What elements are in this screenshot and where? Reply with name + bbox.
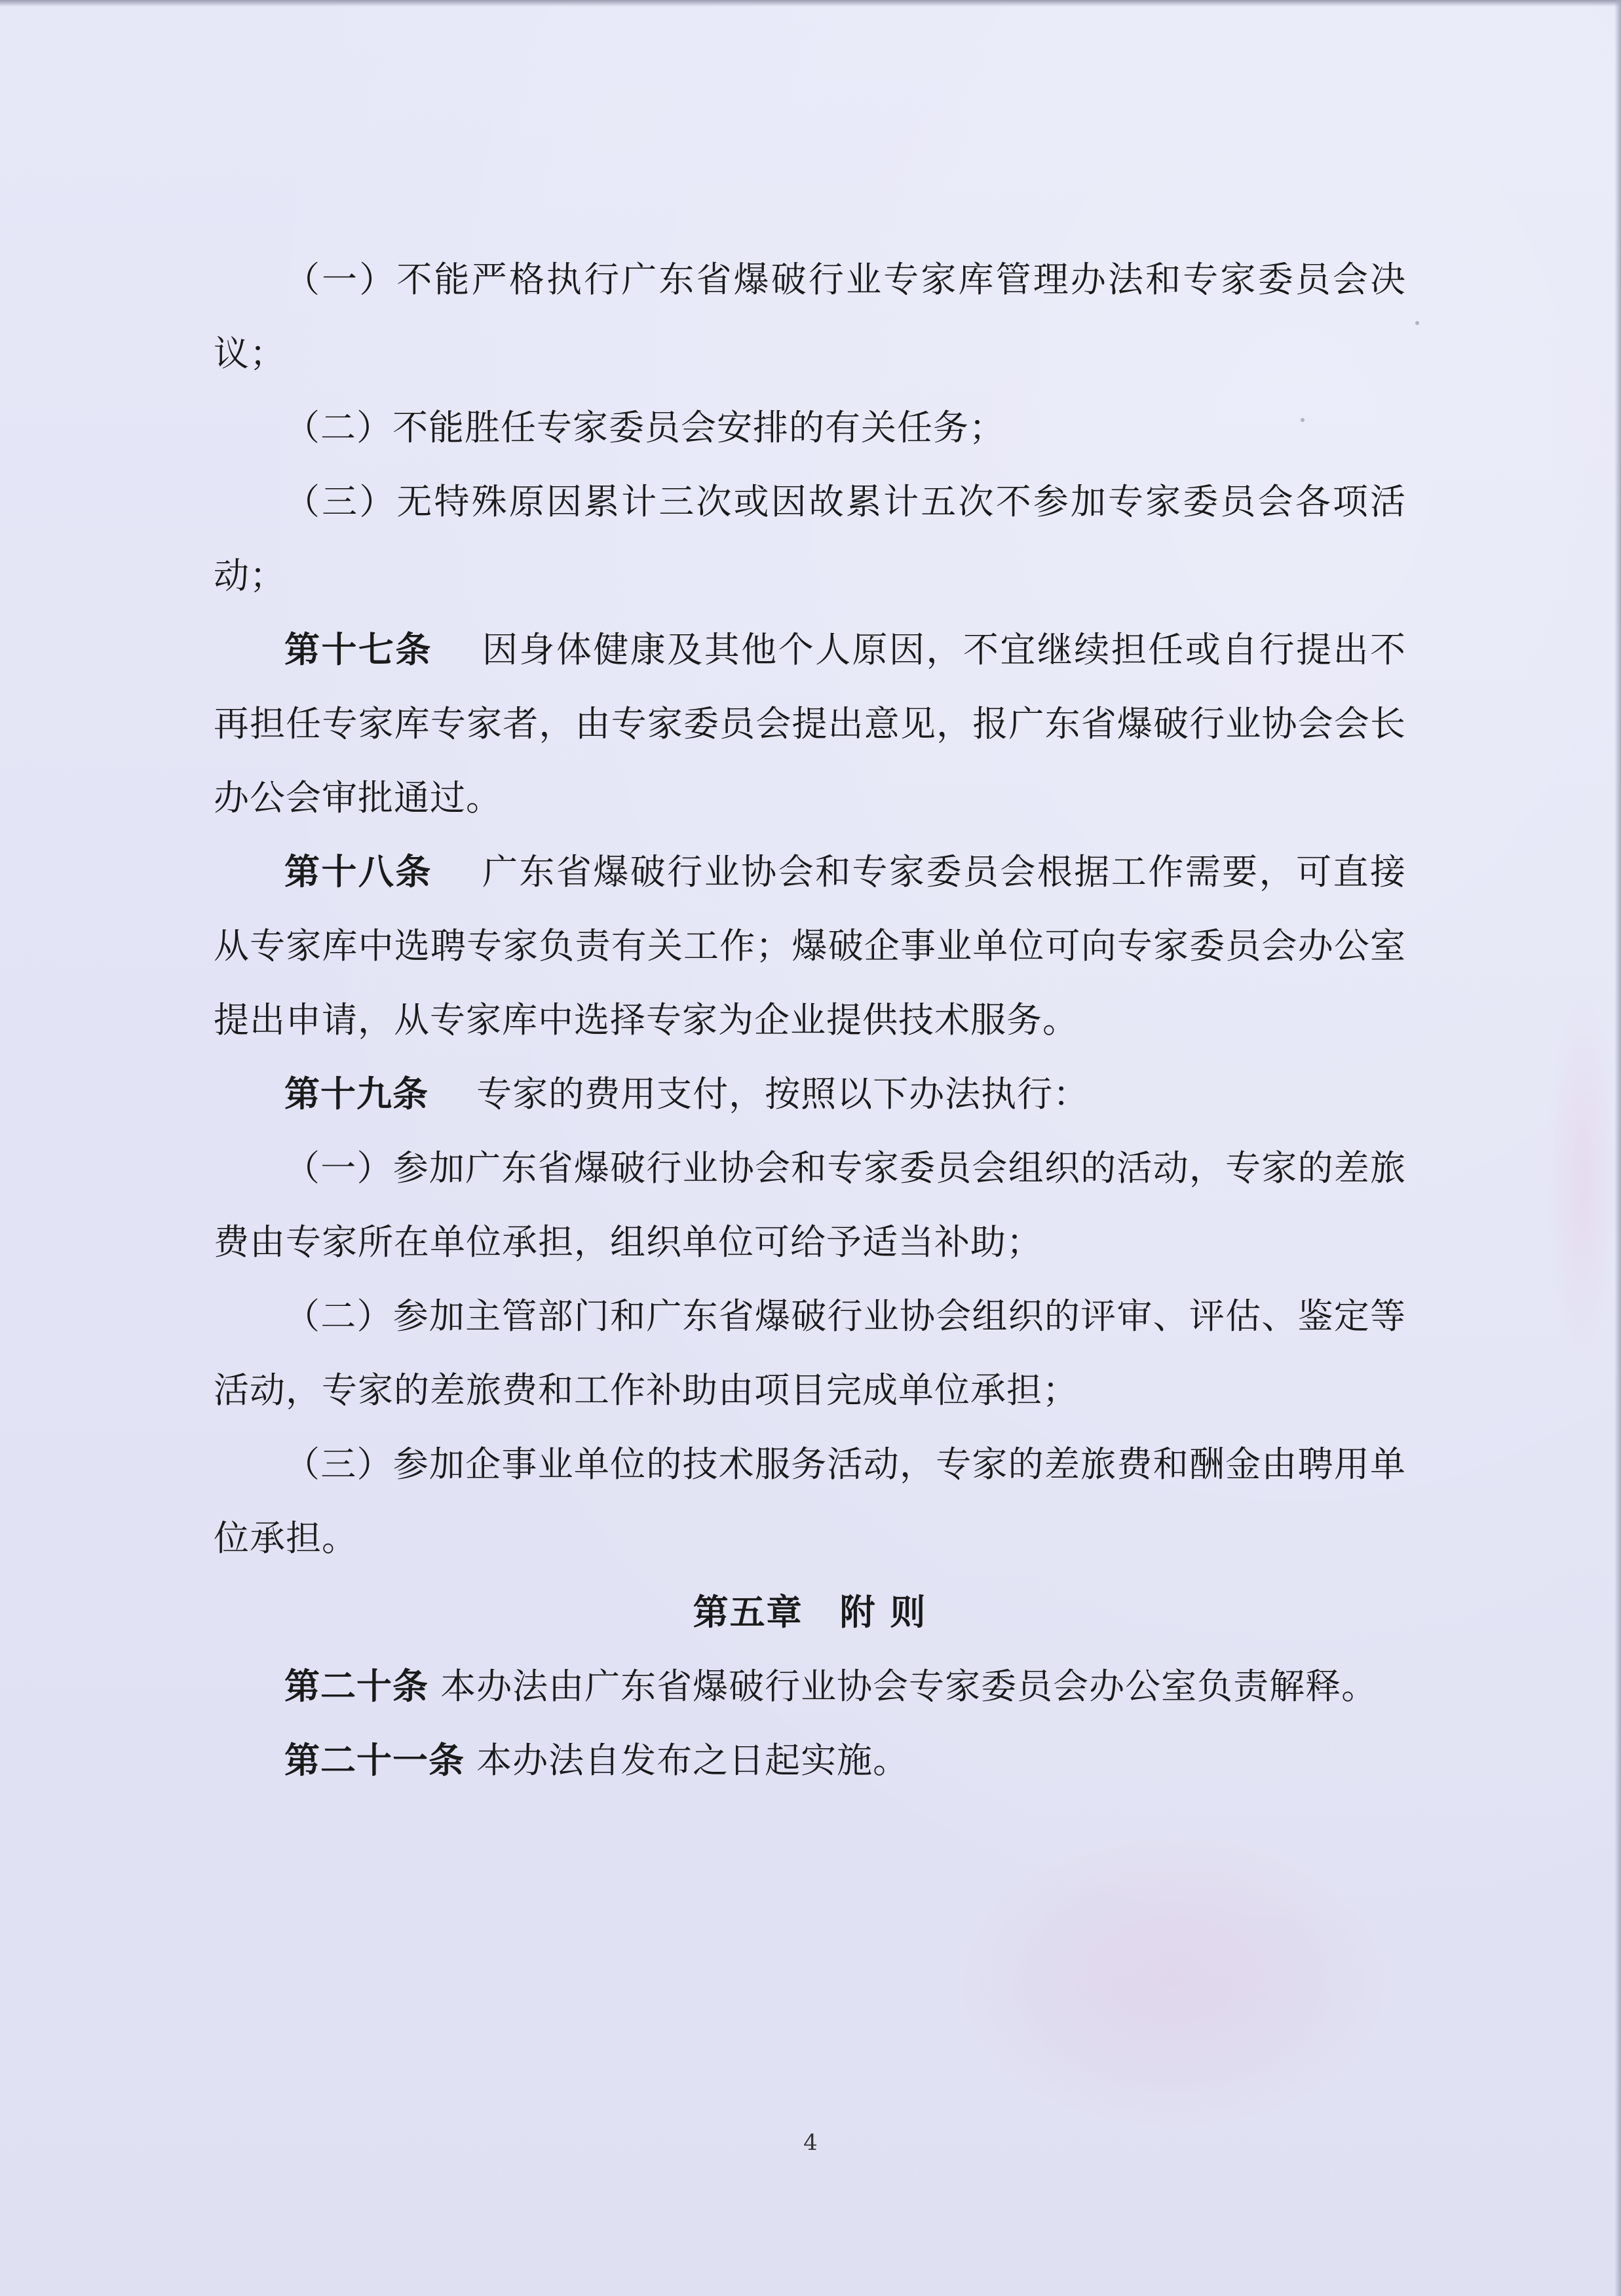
item-text: （一）不能严格执行广东省爆破行业专家库管理办法和专家委员会决议； — [214, 259, 1406, 374]
faded-seal-trace — [944, 1822, 1402, 2136]
item-text: （二）参加主管部门和广东省爆破行业协会组织的评审、评估、鉴定等活动，专家的差旅费和工作补助由项目完成单位承担； — [214, 1295, 1406, 1411]
article-text: 广东省爆破行业协会和专家委员会根据工作需要，可直接从专家库中选聘专家负责有关工作；爆破企事业单位可向专家委员会办公室提出申请，从专家库中选择专家为企业提供技术服务。 — [214, 851, 1406, 1041]
faded-seal-trace-margin — [1546, 983, 1618, 1376]
article-heading: 第十九条 — [284, 1073, 429, 1115]
article-20 — [214, 1649, 1406, 1723]
article-heading: 第十七条 — [284, 628, 432, 670]
scan-speck — [1415, 321, 1419, 325]
item-3-absent — [214, 465, 1406, 613]
article-text: 专家的费用支付，按照以下办法执行： — [476, 1073, 1090, 1115]
item-2-incompetent — [214, 391, 1406, 465]
article-19-item-1 — [214, 1131, 1406, 1279]
item-text: （二）不能胜任专家委员会安排的有关任务； — [284, 407, 1005, 448]
article-19 — [214, 1057, 1406, 1131]
item-text: （一）参加广东省爆破行业协会和专家委员会组织的活动，专家的差旅费由专家所在单位承担，组织单位可给予适当补助； — [214, 1147, 1406, 1263]
article-text: 本办法自发布之日起实施。 — [476, 1740, 909, 1781]
item-text: （三）参加企事业单位的技术服务活动，专家的差旅费和酬金由聘用单位承担。 — [214, 1444, 1406, 1559]
item-1-not-comply — [214, 242, 1406, 391]
article-text: 因身体健康及其他个人原因，不宜继续担任或自行提出不再担任专家库专家者，由专家委员会提出意见，报广东省爆破行业协会会长办公会审批通过。 — [214, 629, 1406, 818]
article-heading: 第二十条 — [284, 1665, 429, 1707]
chapter-heading: 第五章 附 则 — [693, 1591, 927, 1633]
scan-top-edge — [0, 0, 1621, 7]
article-heading: 第十八条 — [284, 851, 432, 892]
article-21 — [214, 1723, 1406, 1797]
item-text: （三）无特殊原因累计三次或因故累计五次不参加专家委员会各项活动； — [214, 481, 1406, 596]
article-heading: 第二十一条 — [284, 1739, 465, 1781]
article-17 — [214, 613, 1406, 835]
page-number: 4 — [803, 2130, 818, 2156]
article-19-item-2 — [214, 1279, 1406, 1427]
document-body — [214, 242, 1406, 1797]
article-19-item-3 — [214, 1427, 1406, 1575]
article-18 — [214, 835, 1406, 1057]
article-text: 本办法由广东省爆破行业协会专家委员会办公室负责解释。 — [440, 1666, 1378, 1707]
